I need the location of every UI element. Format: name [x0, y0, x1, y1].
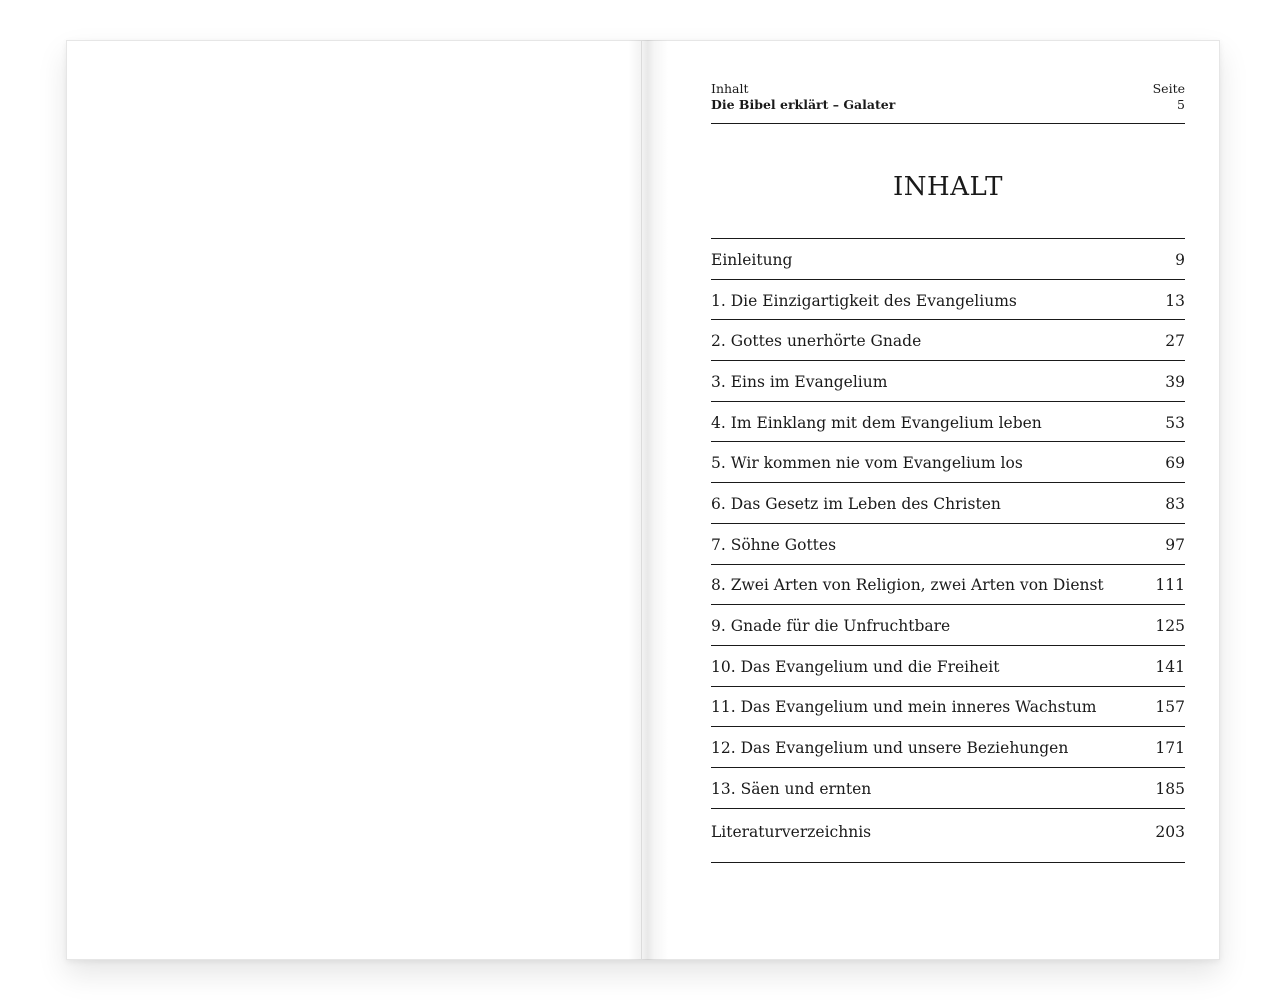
toc-list — [711, 239, 1185, 854]
toc-entry-page: 157 — [1155, 698, 1185, 717]
toc-entry-page: 83 — [1165, 494, 1185, 513]
toc-entry — [711, 768, 1185, 809]
toc-entry-page: 97 — [1165, 535, 1185, 554]
toc-entry-page: 203 — [1155, 823, 1185, 842]
toc-entry-label: 11. Das Evangelium und mein inneres Wachstum — [711, 698, 1097, 717]
toc-entry — [711, 524, 1185, 565]
toc-entry-label: 1. Die Einzigartigkeit des Evangeliums — [711, 291, 1017, 310]
toc-entry-label: 12. Das Evangelium und unsere Beziehungen — [711, 739, 1069, 758]
toc-entry-page: 9 — [1175, 250, 1185, 269]
toc-entry — [711, 361, 1185, 402]
toc-entry-label: Einleitung — [711, 250, 793, 269]
running-head-page-label: Seite — [1152, 81, 1185, 96]
toc-entry-label: 4. Im Einklang mit dem Evangelium leben — [711, 413, 1042, 432]
left-page-blank — [66, 40, 642, 960]
running-head-right — [1153, 81, 1185, 113]
toc-entry-page: 13 — [1165, 291, 1185, 310]
toc-entry-label: 13. Säen und ernten — [711, 779, 872, 798]
running-head — [711, 81, 1185, 124]
toc-entry — [711, 442, 1185, 483]
toc-entry-label: 10. Das Evangelium und die Freiheit — [711, 657, 1000, 676]
toc-entry-page: 69 — [1165, 454, 1185, 473]
running-head-left — [711, 81, 895, 113]
toc-entry — [711, 809, 1185, 854]
book-spread — [66, 40, 1220, 960]
toc-entry-page: 141 — [1155, 657, 1185, 676]
toc-entry — [711, 605, 1185, 646]
running-head-book-title: Die Bibel erklärt – Galater — [711, 97, 896, 112]
right-page — [642, 40, 1220, 960]
toc-entry — [711, 483, 1185, 524]
toc-entry-page: 125 — [1155, 617, 1185, 636]
toc-entry — [711, 239, 1185, 280]
toc-entry — [711, 402, 1185, 443]
toc-entry-label: 3. Eins im Evangelium — [711, 372, 888, 391]
toc-entry-page: 53 — [1165, 413, 1185, 432]
toc-entry-label: 2. Gottes unerhörte Gnade — [711, 332, 922, 351]
toc-entry — [711, 727, 1185, 768]
toc-end-rule — [711, 862, 1185, 863]
page-content — [711, 81, 1185, 863]
running-head-section: Inhalt — [711, 81, 749, 96]
toc-entry — [711, 646, 1185, 687]
book-gutter-shadow — [628, 40, 668, 960]
toc-entry — [711, 565, 1185, 606]
toc-entry — [711, 320, 1185, 361]
toc-entry-page: 27 — [1165, 332, 1185, 351]
toc-entry-label: 9. Gnade für die Unfruchtbare — [711, 617, 951, 636]
toc-entry — [711, 687, 1185, 728]
toc-title: INHALT — [711, 172, 1185, 239]
toc-entry-label: 5. Wir kommen nie vom Evangelium los — [711, 454, 1023, 473]
running-head-page-number: 5 — [1177, 97, 1185, 112]
toc-entry-page: 185 — [1155, 779, 1185, 798]
toc-entry-label: Literaturverzeichnis — [711, 823, 872, 842]
toc-entry-page: 111 — [1155, 576, 1185, 595]
toc-entry-label: 8. Zwei Arten von Religion, zwei Arten von Dienst — [711, 576, 1104, 595]
toc-entry-page: 39 — [1165, 372, 1185, 391]
toc-entry-label: 6. Das Gesetz im Leben des Christen — [711, 494, 1001, 513]
toc-entry — [711, 280, 1185, 321]
toc-entry-page: 171 — [1155, 739, 1185, 758]
toc-entry-label: 7. Söhne Gottes — [711, 535, 837, 554]
